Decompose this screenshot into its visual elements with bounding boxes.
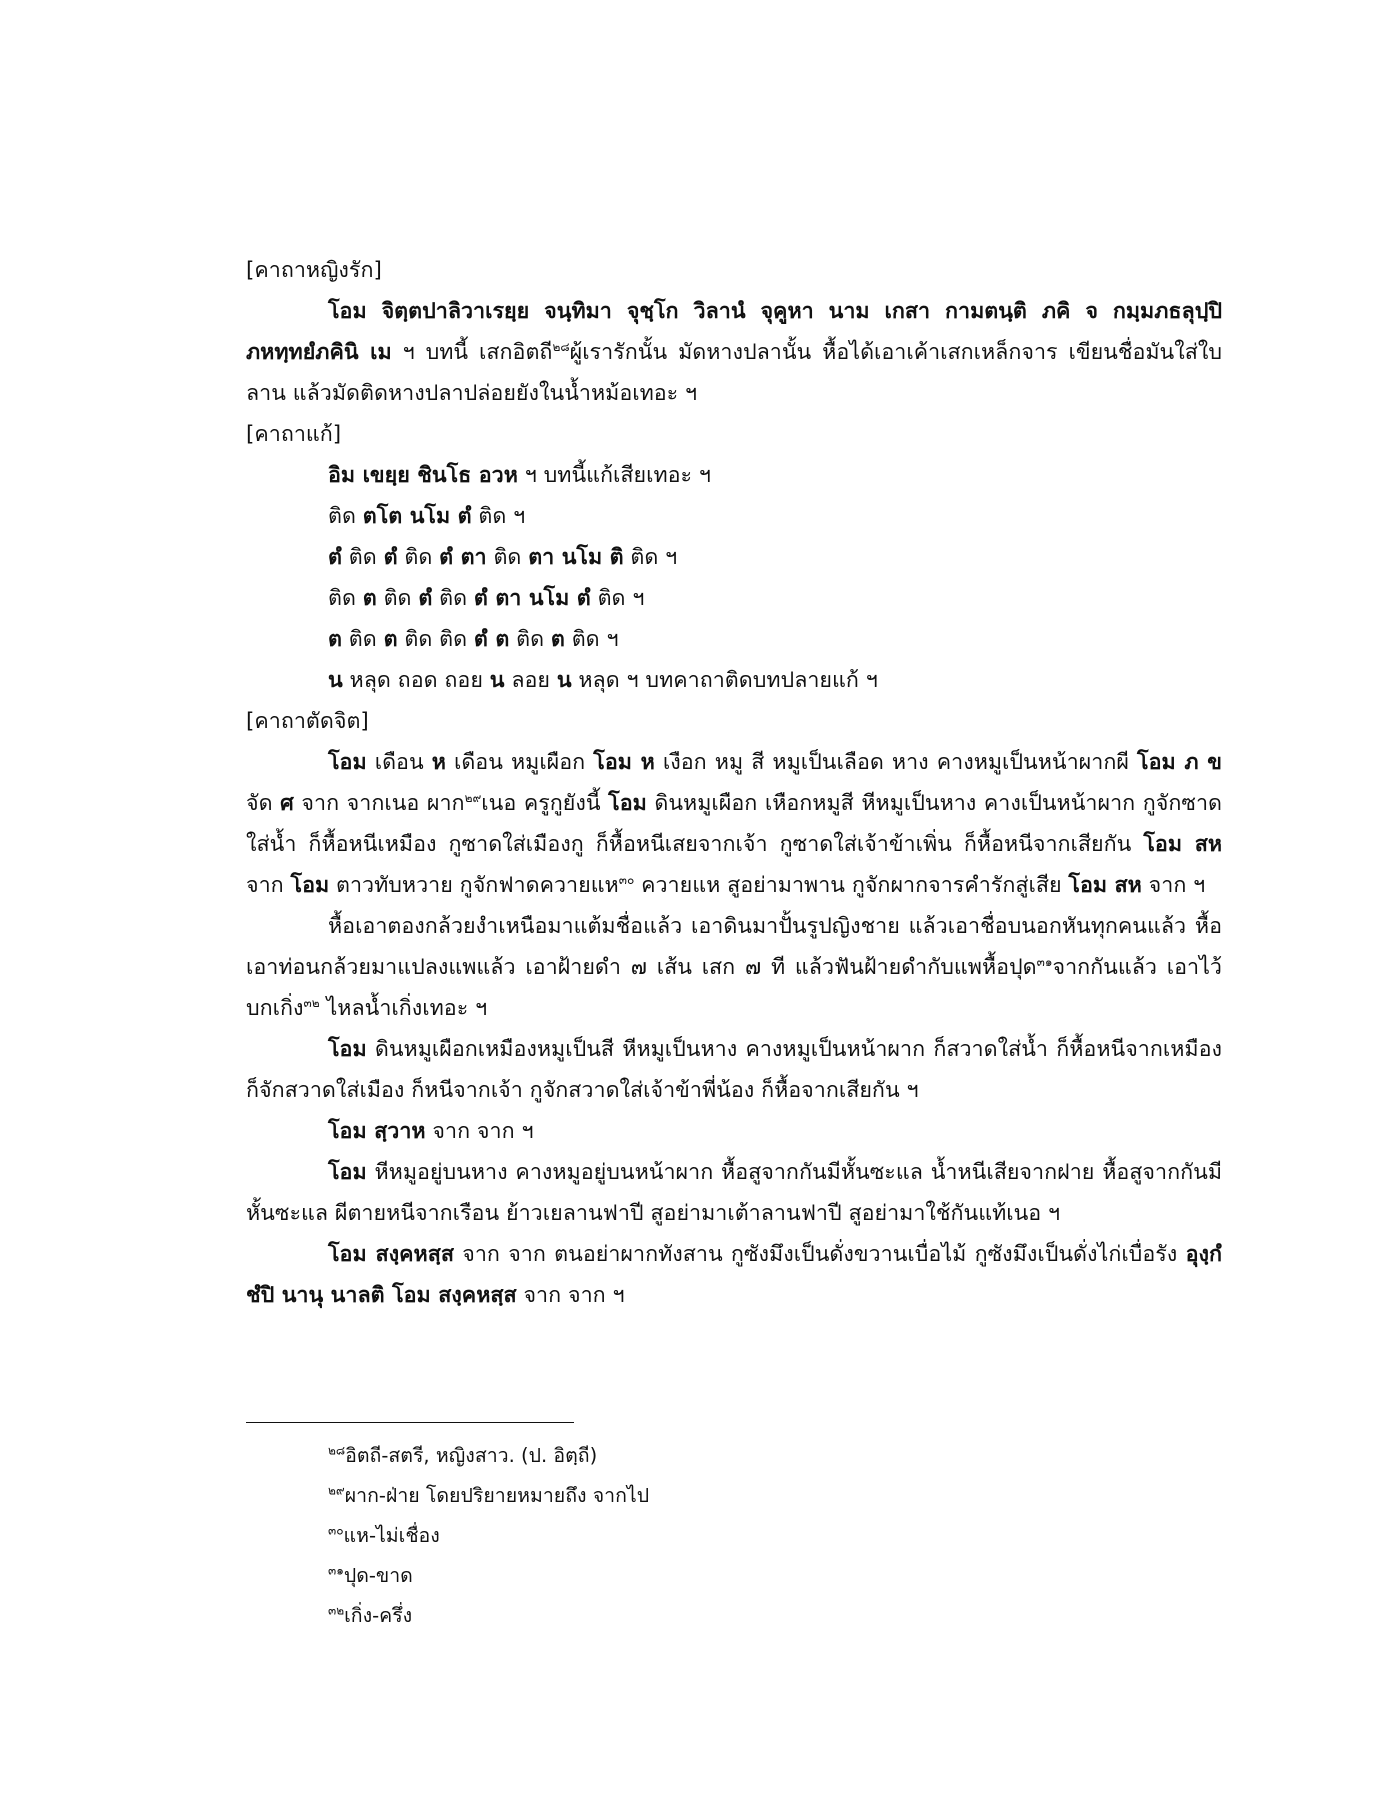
incantation-text: ตโต นโม ตํ: [362, 504, 472, 529]
incantation-text: ศ: [280, 791, 294, 816]
incantation-text: โอม: [608, 791, 647, 816]
incantation-text: ต: [383, 627, 398, 652]
text-run: ลอย: [504, 668, 557, 693]
incantation-text: น: [489, 668, 505, 693]
paragraph: [246, 537, 1222, 578]
incantation-text: โอม สห: [1143, 832, 1222, 857]
footnote-text: ปุด-ขาด: [343, 1564, 413, 1587]
text-run: ควายแห สูอย่ามาพาน กูจักผากจารคำรักสู่เสีย: [634, 873, 1069, 898]
paragraph: [246, 1111, 1222, 1152]
incantation-text: ตํ ตา: [439, 545, 487, 570]
incantation-text: โอม จิตฺตปาลิวาเรยฺย จนฺทิมา จุชฺโก วิลานํ จุคูหา นาม เกสา กามตนฺติ ภคิ จ กมฺมภธลุปฺปิ ภหทฺทยํภคินิ เม: [246, 299, 1222, 365]
text-run: ผู้เรารักนั้น มัดหางปลานั้น หื้อได้เอาเค้าเสกเหล็กจาร เขียนชื่อมันใส่ใบลาน แล้วมัดติดหางปลาปล่อยยังในน้ำหม้อเทอะ ฯ: [246, 340, 1223, 406]
paragraph: [246, 1234, 1222, 1316]
paragraph: [246, 660, 1222, 701]
text-run: [คาถาแก้]: [246, 422, 342, 447]
text-run: ฯ บทนี้ เสกอิตถี: [391, 340, 553, 365]
footnote: [328, 1436, 1208, 1476]
text-run: ติด ฯ: [590, 586, 645, 611]
section-heading: [246, 701, 1222, 742]
text-run: ติด ติด: [397, 627, 474, 652]
text-run: เนอ ครูกูยังนี้: [481, 791, 609, 816]
text-run: ดินหมูเผือกเหมืองหมูเป็นสี หีหมูเป็นหาง คางหมูเป็นหน้าผาก ก็สวาดใส่น้ำ ก็หื้อหนีจากเหมือง ก็จักสวาดใส่เมือง ก็หนีจากเจ้า กูจักสวาดใส่เจ้าข้าพี่น้อง ก็หื้อจากเสียกัน ฯ: [246, 1037, 1222, 1103]
footnote: [328, 1476, 1208, 1516]
incantation-text: โอม: [328, 1037, 367, 1062]
incantation-text: ตํ: [418, 586, 433, 611]
footnote-separator: [246, 1422, 574, 1423]
footnote-ref: ๒๘: [552, 339, 570, 354]
text-run: ติด: [376, 586, 419, 611]
text-run: ติด: [341, 627, 384, 652]
text-run: จัด: [246, 791, 281, 816]
text-run: ติด: [509, 627, 551, 652]
footnote-ref: ๓๒: [303, 995, 320, 1010]
footnote-text: เกิ่ง-ครึ่ง: [344, 1604, 413, 1627]
text-run: ติด: [486, 545, 529, 570]
footnotes: [328, 1436, 1208, 1636]
text-run: จาก ฯ: [1141, 873, 1206, 898]
incantation-text: น: [328, 668, 343, 693]
text-run: จาก จาก ฯ: [516, 1283, 625, 1308]
incantation-text: โอม สฺวาห: [328, 1119, 426, 1144]
incantation-text: ตํ ต: [473, 627, 510, 652]
footnote-ref: ๓๐: [618, 872, 635, 887]
text-run: จาก จาก ฯ: [425, 1119, 534, 1144]
text-run: ตาวทับหวาย กูจักฟาดควายแห: [329, 873, 619, 898]
text-run: จาก: [246, 873, 291, 898]
incantation-text: โอม ห: [593, 750, 655, 775]
text-run: [คาถาตัดจิต]: [246, 709, 369, 734]
text-run: เงือก หมู สี หมูเป็นเลือด หาง คางหมูเป็นหน้าผากผี: [654, 750, 1138, 775]
incantation-text: โอม ภ ข: [1137, 750, 1223, 775]
incantation-text: ตา นโม ติ: [528, 545, 624, 570]
text-run: ติด: [328, 504, 363, 529]
paragraph: [246, 619, 1222, 660]
text-run: เดือน หมูเผือก: [445, 750, 594, 775]
text-run: จาก จากเนอ ผาก: [293, 791, 465, 816]
text-run: จากกันแล้ว เอาไว้บกเกิ่ง: [246, 955, 1222, 1021]
text-run: ติด ฯ: [623, 545, 678, 570]
incantation-text: ต: [550, 627, 565, 652]
incantation-text: โอม สห: [1068, 873, 1142, 898]
text-run: ติด: [397, 545, 440, 570]
incantation-text: อุงฺกํ ชํปิ นานุ นาลติ โอม สงฺคหสฺส: [246, 1242, 1222, 1308]
text-run: หีหมูอยู่บนหาง คางหมูอยู่บนหน้าผาก หื้อสูจากกันมีหั้นซะแล น้ำหนีเสียจากฝาย หื้อสูจากกันมีหั้นซะแล ผีตายหนีจากเรือน ย้าวเยลานฟาปี สูอย่ามาเต้าลานฟาปี สูอย่ามาใช้กันแท้เนอ ฯ: [246, 1160, 1222, 1226]
footnote: [328, 1556, 1208, 1596]
incantation-text: โอม: [290, 873, 330, 898]
text-run: ฯ บทนี้แก้เสียเทอะ ฯ: [517, 463, 711, 488]
paragraph: [246, 1029, 1222, 1111]
footnote-number: ๒๙: [328, 1483, 345, 1498]
incantation-text: ตํ ตา นโม ตํ: [473, 586, 591, 611]
incantation-text: ตํ: [383, 545, 398, 570]
footnote-ref: ๓๑: [1036, 954, 1053, 969]
incantation-text: โอม: [328, 750, 367, 775]
paragraph: [246, 906, 1222, 1029]
footnote: [328, 1516, 1208, 1556]
text-run: หื้อเอาตองกล้วยงำเหนือมาแต้มชื่อแล้ว เอาดินมาปั้นรูปญิงชาย แล้วเอาชื่อบนอกหันทุกคนแล้ว หื้อเอาท่อนกล้วยมาแปลงแพแล้ว เอาฝ้ายดำ ๗ เส้น เสก ๗ ที แล้วฟันฝ้ายดำกับแพหื้อปุด: [246, 914, 1222, 980]
footnote-text: ผาก-ฝ่าย โดยปริยายหมายถึง จากไป: [344, 1484, 650, 1507]
paragraph: [246, 578, 1222, 619]
incantation-text: น: [556, 668, 572, 693]
incantation-text: ห: [431, 750, 446, 775]
incantation-text: ต: [362, 586, 377, 611]
incantation-text: อิม เขยฺย ชินโธ อวห: [328, 463, 518, 488]
text-run: ติด: [432, 586, 474, 611]
text-run: ติด ฯ: [471, 504, 526, 529]
footnote-text: อิตถี-สตรี, หญิงสาว. (ป. อิตฺถี): [345, 1444, 598, 1467]
footnote-number: ๒๘: [328, 1443, 346, 1458]
section-heading: [246, 250, 1222, 291]
text-run: ติด: [328, 586, 363, 611]
text-run: จาก จาก ตนอย่าผากทังสาน กูซังมึงเป็นดั่งขวานเบื่อไม้ กูซังมึงเป็นดั่งไก่เบื่อรัง: [453, 1242, 1186, 1267]
text-run: เดือน: [366, 750, 432, 775]
paragraph: [246, 496, 1222, 537]
paragraph: [246, 291, 1222, 414]
footnote: [328, 1596, 1208, 1636]
footnote-number: ๓๐: [328, 1523, 344, 1538]
text-run: ดินหมูเผือก เหือกหมูสี หีหมูเป็นหาง คางเป็นหน้าผาก กูจักซาดใส่น้ำ ก็หื้อหนีเหมือง กูซาดใส่เมืองกู ก็หื้อหนีเสยจากเจ้า กูซาดใส่เจ้าข้าเพิ่น ก็หื้อหนีจากเสียกัน: [246, 791, 1223, 857]
footnote-number: ๓๑: [328, 1563, 344, 1578]
text-run: ติด ฯ: [564, 627, 619, 652]
incantation-text: ต: [328, 627, 342, 652]
paragraph: [246, 455, 1222, 496]
text-run: หลุด ฯ บทคาถาติดบทปลายแก้ ฯ: [571, 668, 878, 693]
incantation-text: โอม: [328, 1160, 367, 1185]
text-run: หลุด ถอด ถอย: [342, 668, 490, 693]
footnote-number: ๓๒: [328, 1603, 345, 1618]
text-run: [คาถาหญิงรัก]: [246, 258, 382, 283]
paragraph: [246, 1152, 1222, 1234]
footnote-ref: ๒๙: [464, 790, 482, 805]
paragraph: [246, 742, 1222, 906]
section-heading: [246, 414, 1222, 455]
document-body: [246, 250, 1222, 1316]
text-run: ไหลน้ำเกิ่งเทอะ ฯ: [319, 996, 488, 1021]
footnote-text: แห-ไม่เชื่อง: [343, 1524, 440, 1547]
incantation-text: ตํ: [328, 545, 342, 570]
text-run: ติด: [341, 545, 384, 570]
incantation-text: โอม สงฺคหสฺส: [328, 1242, 454, 1267]
